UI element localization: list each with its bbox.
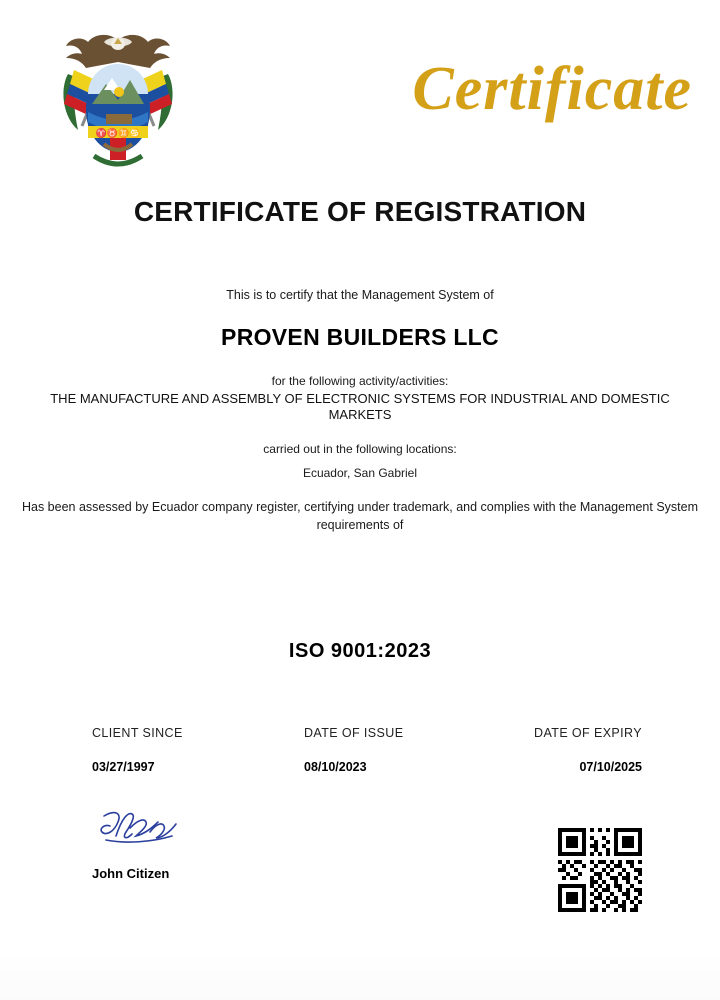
page-bottom-fade — [0, 954, 720, 1000]
certificate-header — [0, 0, 720, 180]
activity-label: for the following activity/activities: — [271, 374, 449, 388]
standard-name: ISO 9001:2023 — [288, 640, 432, 662]
qr-code-icon[interactable] — [558, 828, 642, 912]
handwritten-signature-icon — [92, 806, 182, 850]
assessment-text: Has been assessed by Ecuador company register, certifying under trademark, and complies with the Management System requirements of — [21, 499, 699, 533]
activity-text: THE MANUFACTURE AND ASSEMBLY OF ELECTRONIC SYSTEMS FOR INDUSTRIAL AND DOMESTIC MARKETS — [50, 391, 670, 423]
locations-text: Ecuador, San Gabriel — [302, 465, 418, 480]
date-label: CLIENT SINCE — [92, 726, 183, 740]
intro-line: This is to certify that the Management System of — [226, 288, 494, 302]
page-title: CERTIFICATE OF REGISTRATION — [133, 196, 587, 227]
date-of-issue — [304, 726, 403, 774]
svg-text:♈♉♊♋: ♈♉♊♋ — [95, 128, 141, 138]
date-label: DATE OF EXPIRY — [534, 726, 642, 740]
signatory-name: John Citizen — [92, 866, 170, 881]
signature-block — [92, 806, 332, 881]
ecuador-coat-of-arms-icon — [48, 26, 188, 171]
date-of-expiry — [534, 726, 642, 774]
date-value: 03/27/1997 — [92, 760, 155, 774]
locations-label: carried out in the following locations: — [263, 441, 457, 456]
dates-row — [0, 726, 720, 796]
date-label: DATE OF ISSUE — [304, 726, 404, 740]
date-value: 07/10/2025 — [579, 760, 642, 774]
decorative-certificate-word: Certificate — [412, 55, 692, 123]
date-client-since — [92, 726, 183, 774]
company-name: PROVEN BUILDERS LLC — [221, 324, 499, 350]
date-value: 08/10/2023 — [304, 760, 367, 774]
certificate-body — [0, 288, 720, 535]
